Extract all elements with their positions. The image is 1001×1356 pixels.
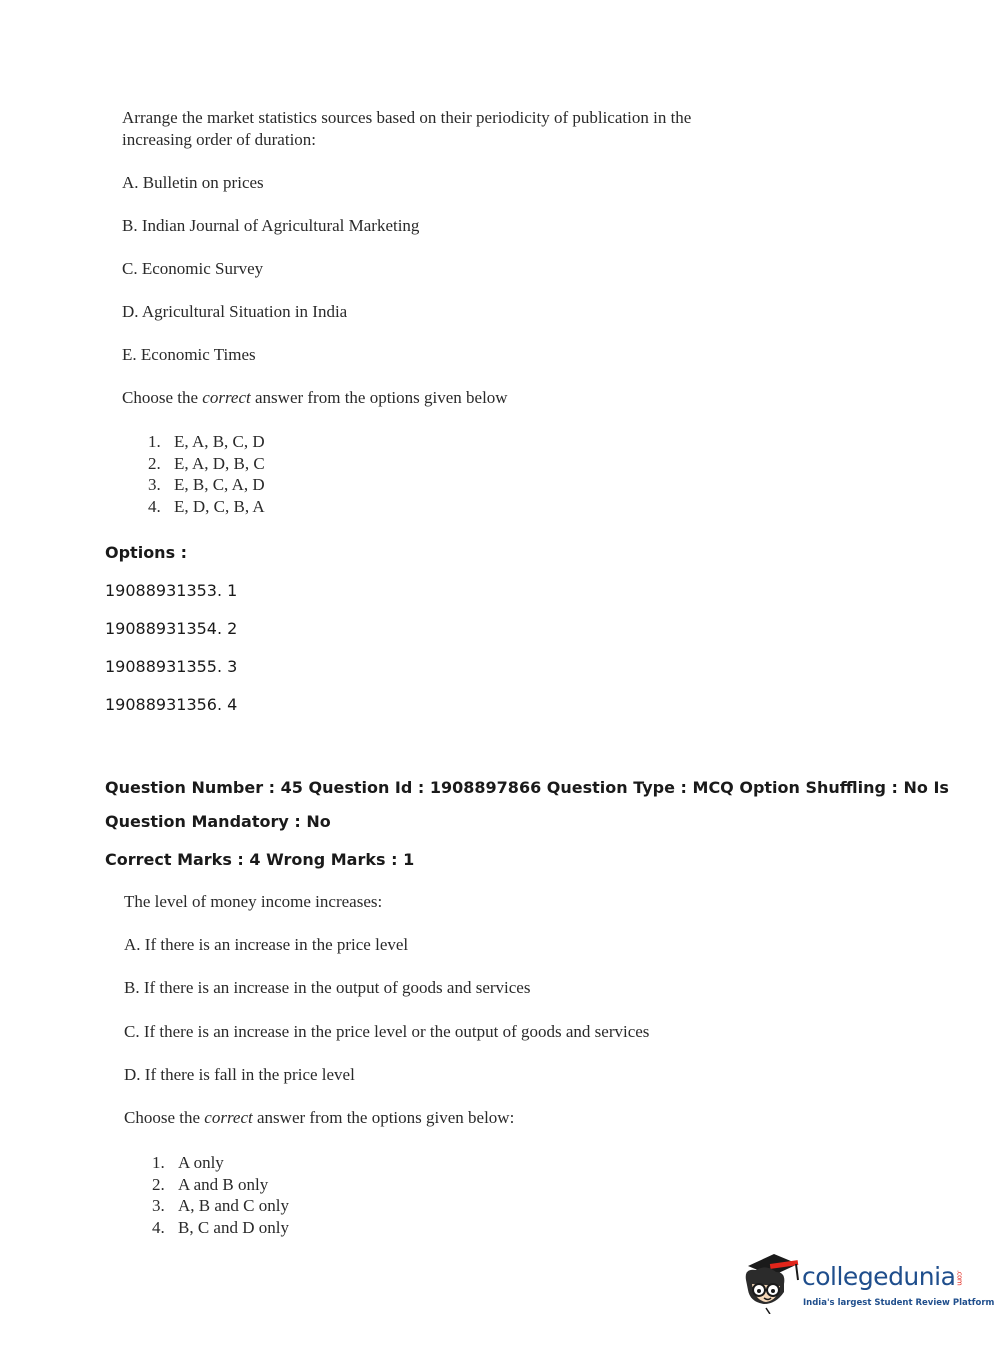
q45-header-line1: Question Number : 45 Question Id : 1908897866 Question Type : MCQ Option Shuffling : No Is (105, 778, 949, 797)
q45-item-b: B. If there is an increase in the output of goods and services (124, 978, 531, 997)
q44-stem-line2: increasing order of duration: (122, 130, 317, 149)
option-4: 19088931356. 4 (105, 695, 238, 714)
list-item: 2. A and B only (152, 1174, 269, 1194)
q44-answer-list (148, 431, 265, 517)
q45-item-d: D. If there is fall in the price level (124, 1065, 355, 1084)
q45-answer-list (152, 1152, 289, 1238)
q44-choose-instruction: Choose the correct answer from the options given below (122, 388, 508, 407)
q44-item-e: E. Economic Times (122, 345, 256, 364)
list-item: 1. A only (152, 1153, 224, 1172)
list-item: 3. A, B and C only (152, 1196, 289, 1216)
q44-item-a: A. Bulletin on prices (122, 173, 264, 192)
q44-item-d: D. Agricultural Situation in India (122, 302, 348, 321)
q45-item-a: A. If there is an increase in the price level (124, 935, 409, 954)
option-2: 19088931354. 2 (105, 619, 238, 638)
logo-wordmark: collegedunia.com (802, 1262, 964, 1291)
logo-tagline: India's largest Student Review Platform (803, 1298, 995, 1308)
collegedunia-logo[interactable] (740, 1248, 995, 1318)
list-item: 2. E, A, D, B, C (148, 453, 265, 473)
q45-header-line2: Question Mandatory : No (105, 812, 331, 831)
list-item: 4. B, C and D only (152, 1217, 289, 1237)
q44-stem-line1: Arrange the market statistics sources based on their periodicity of publication in the (122, 108, 692, 127)
option-1: 19088931353. 1 (105, 581, 238, 600)
q45-choose-instruction: Choose the correct answer from the options given below: (124, 1108, 515, 1127)
options-heading: Options : (105, 543, 188, 562)
q45-marks: Correct Marks : 4 Wrong Marks : 1 (105, 850, 415, 869)
list-item: 3. E, B, C, A, D (148, 475, 265, 495)
logo-suffix: .com (955, 1270, 964, 1286)
mascot-icon (740, 1250, 800, 1314)
list-item: 1. E, A, B, C, D (148, 432, 265, 451)
q45-stem: The level of money income increases: (124, 892, 383, 911)
list-item: 4. E, D, C, B, A (148, 496, 265, 516)
q44-item-c: C. Economic Survey (122, 259, 264, 278)
q44-item-b: B. Indian Journal of Agricultural Marketing (122, 216, 420, 235)
option-3: 19088931355. 3 (105, 657, 238, 676)
q45-item-c: C. If there is an increase in the price level or the output of goods and services (124, 1022, 650, 1041)
